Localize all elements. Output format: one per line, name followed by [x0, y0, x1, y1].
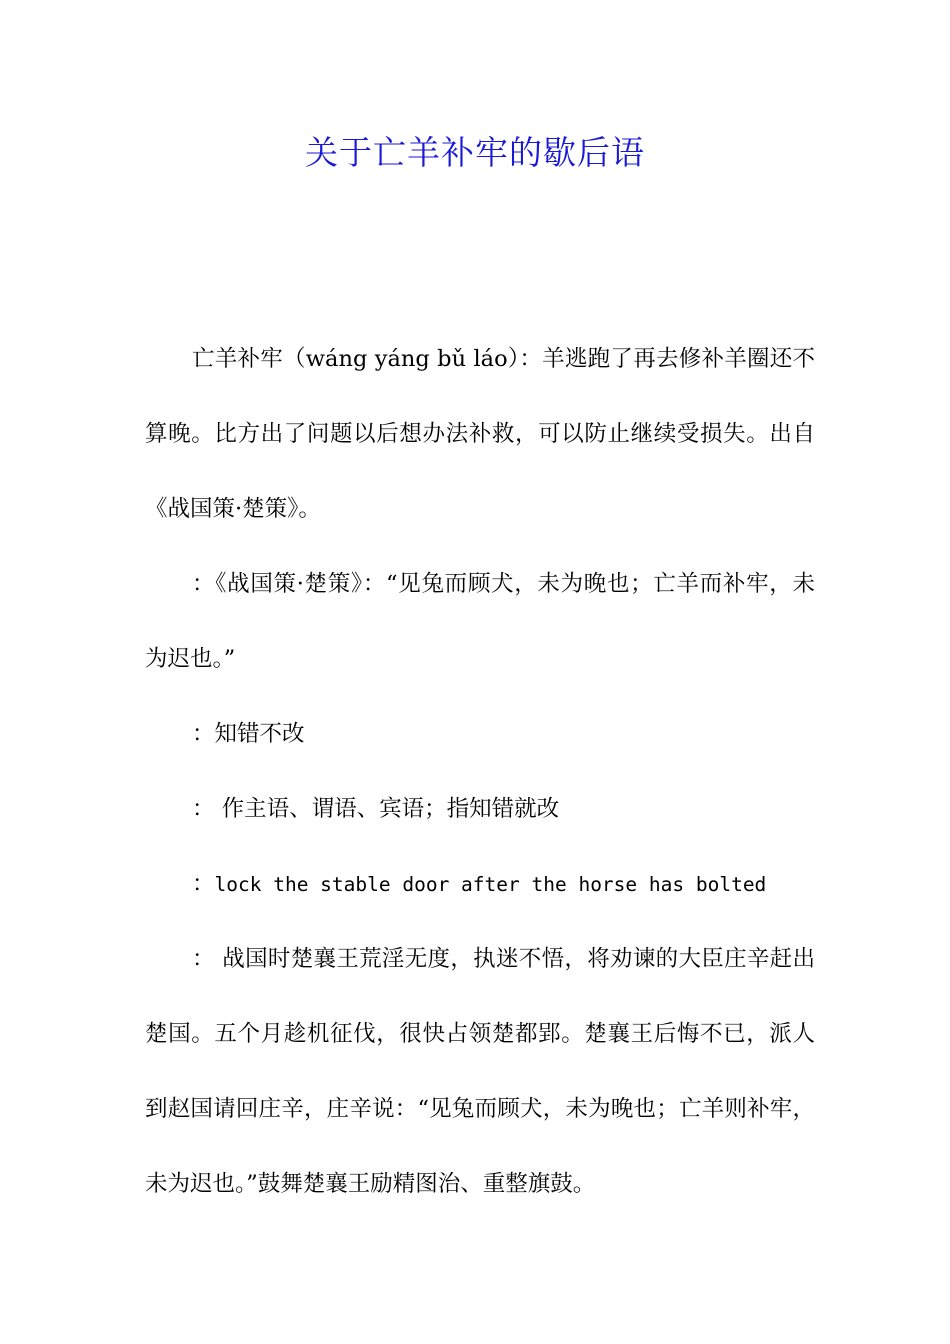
paragraph-usage: ： 作主语、谓语、宾语；指知错就改	[192, 796, 560, 822]
paragraph-definition: 亡羊补牢（wáng yáng bǔ láo）：羊逃跑了再去修补羊圈还不算晚。比方出了问题以后想办法补救，可以防止继续受损失。出自 《战国策·楚策》。	[145, 346, 815, 522]
english-colon: ：	[192, 871, 215, 897]
english-translation: lock the stable door after the horse has bolted	[214, 873, 767, 896]
document-body	[145, 322, 815, 1222]
paragraph-story: ： 战国时楚襄王荒淫无度，执迷不悟，将劝谏的大臣庄辛赶出楚国。五个月趁机征伐，很快占领楚都郢。楚襄王后悔不已，派人到赵国请回庄辛，庄辛说：“见兔而顾犬，未为晚也；亡羊则补牢，未为迟也。”鼓舞楚襄王励精图治、重整旗鼓。	[145, 946, 815, 1197]
paragraph-english	[145, 847, 815, 922]
document-title: 关于亡羊补牢的歇后语	[305, 133, 645, 172]
paragraph-source: ：《战国策·楚策》：“见兔而顾犬，未为晚也；亡羊而补牢，未为迟也。”	[145, 571, 815, 672]
paragraph-antonym: ：知错不改	[192, 721, 305, 747]
